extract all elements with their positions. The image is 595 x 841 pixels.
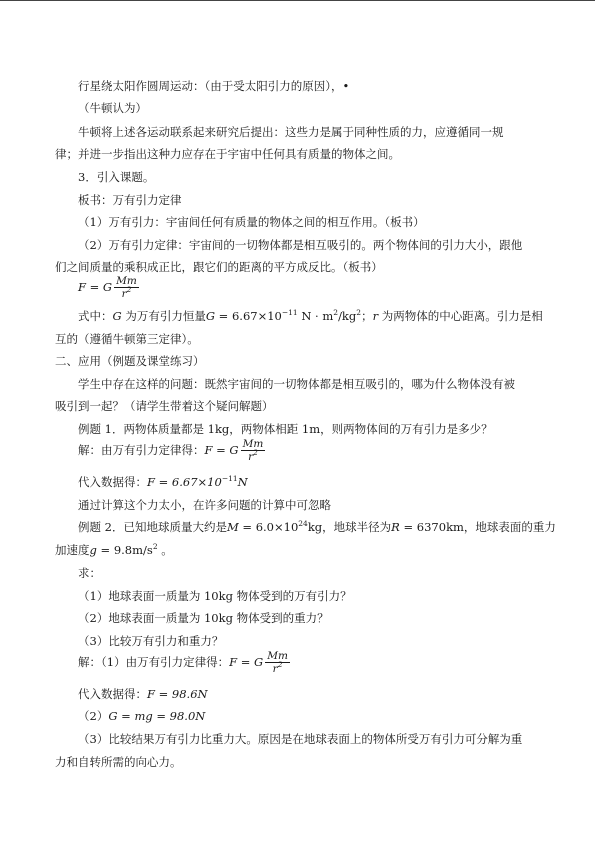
fraction: $\frac{Mm}{r^2}$ [267, 650, 288, 675]
text-line: 互的（遵循牛顿第三定律）。 [55, 332, 199, 346]
solution-line: 解：（1）由万有引力定律得：F = G $\frac{Mm}{r^2}$ [78, 650, 288, 675]
substitution-line: 代入数据得：F = 98.6N [78, 687, 208, 701]
question-2: （2）地球表面一质量为 10kg 物体受到的重力？ [78, 611, 329, 625]
text-line: 求： [78, 566, 101, 580]
text-line: 行星绕太阳作圆周运动：（由于受太阳引力的原因），• [78, 79, 350, 93]
text-line: （2）G = mg = 98.0N [78, 709, 206, 723]
text-line: 3．引入课题。 [78, 170, 155, 184]
text-line: 通过计算这个力太小，在许多问题的计算中可忽略 [78, 498, 331, 512]
text-line: 加速度$g = 9.8m/s^2$ 。 [55, 542, 173, 557]
text-line: （1）万有引力：宇宙间任何有质量的物体之间的相互作用。（板书） [78, 215, 425, 229]
text-line: 们之间质量的乘积成正比，跟它们的距离的平方成反比。（板书） [55, 260, 383, 274]
fraction-denominator: $r^2$ [121, 285, 132, 300]
text-line: 板书：万有引力定律 [78, 193, 182, 207]
example-1: 例题 1．两物体质量都是 1kg，两物体相距 1m，则两物体间的万有引力是多少？ [78, 422, 493, 436]
fraction [114, 276, 139, 300]
formula-lhs: F = G [78, 280, 113, 294]
question-3: （3）比较万有引力和重力？ [78, 634, 224, 648]
substitution-line: 代入数据得：$F = 6.67\times 10^{-11}N$ [78, 474, 248, 489]
text-line: 力和自转所需的向心力。 [55, 755, 182, 769]
fraction-numerator: Mm [116, 275, 137, 287]
example-2: 例题 2．已知地球质量大约是$M = 6.0\times 10^{24}kg$，地球半径为R = 6370km，地球表面的重力 [78, 519, 556, 534]
question-1: （1）地球表面一质量为 10kg 物体受到的万有引力？ [78, 589, 352, 603]
text-line: （牛顿认为） [78, 101, 147, 115]
section-heading: 二、应用（例题及课堂练习） [55, 354, 205, 368]
text-line: 学生中存在这样的问题：既然宇宙间的一切物体都是相互吸引的，哪为什么物体没有被 [78, 377, 515, 391]
text-line: 律；并进一步指出这种力应存在于宇宙中任何具有质量的物体之间。 [55, 147, 400, 161]
text-line: （3）比较结果万有引力比重力大。原因是在地球表面上的物体所受万有引力可分解为重 [78, 732, 523, 746]
formula-gravitation [78, 276, 141, 300]
solution-line: 解：由万有引力定律得：F = G $\frac{Mm}{r^2}$ [78, 438, 264, 463]
fraction: $\frac{Mm}{r^2}$ [242, 438, 264, 463]
text-line: 吸引到一起？（请学生带着这个疑问解题） [55, 399, 274, 413]
text-line: （2）万有引力定律：宇宙间的一切物体都是相互吸引的。两个物体间的引力大小，跟他 [78, 238, 523, 252]
text-line: 牛顿将上述各运动联系起来研究后提出：这些力是属于同种性质的力，应遵循同一规 [78, 125, 504, 139]
text-line-constant: 式中：G 为万有引力恒量$G = 6.67\times 10^{-11}$ $N \cdot m^2/kg^2$；r 为两物体的中心距离。引力是相 [78, 308, 543, 323]
